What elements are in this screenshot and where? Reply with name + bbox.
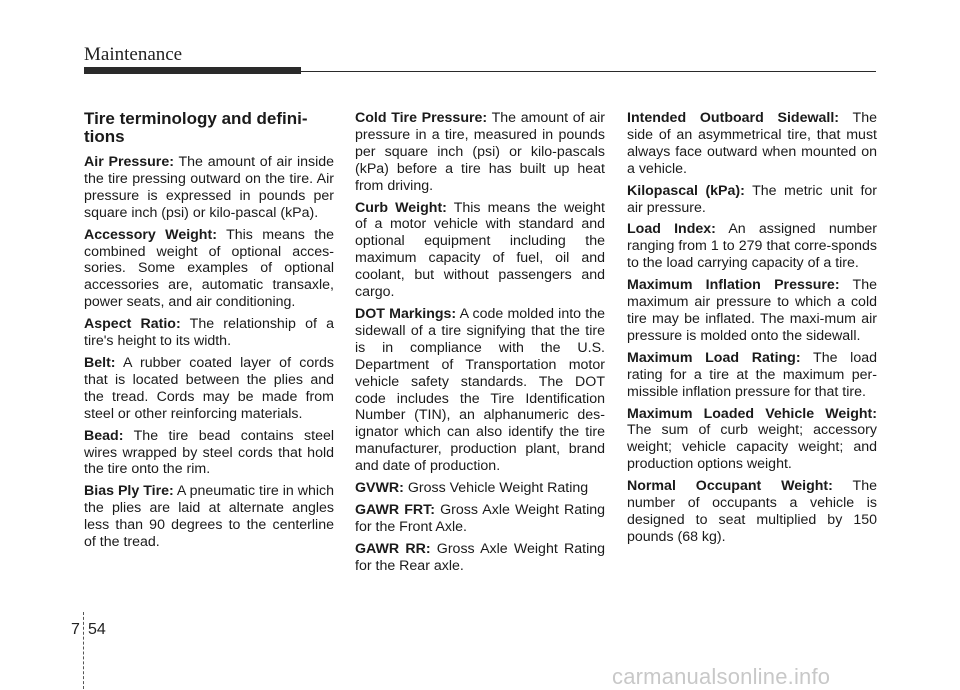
header-rule-thin (301, 71, 876, 72)
definition-text: This means the weight of a motor vehicle with standard and optional equipment including the maximum capacity of fuel, oil and coolant, but without passengers and cargo. (355, 199, 606, 301)
definition-entry (84, 428, 334, 479)
definition-term: DOT Markings: (355, 305, 457, 322)
definition-text: This means the combined weight of optional acces-sories. Some examples of optional accessories are, automatic transaxle, power seats, and air conditioning. (84, 226, 335, 311)
definition-text: The amount of air pressure in a tire, measured in pounds per square inch (psi) or kilo-pascals (kPa) before a tire has built up heat from driving. (355, 110, 605, 194)
definition-entry (627, 406, 877, 474)
text-column-3 (627, 110, 877, 551)
definition-text: The number of occupants a vehicle is designed to seat multiplied by 150 pounds (68 kg). (627, 478, 877, 545)
section-heading (84, 110, 334, 146)
definition-entry (355, 480, 605, 497)
definition-term: Maximum Loaded Vehicle Weight: (627, 405, 877, 422)
definition-text: A code molded into the sidewall of a tire signifying that the tire is in compliance with the U.S. Department of Transportation motor vehicle safety standards. The DOT code includes the Tire Identification Number (TIN), an alphanumeric des-ignator which can also identify the tire manufacturer, production plant, brand and date of production. (355, 305, 605, 475)
definition-entry (355, 541, 605, 575)
definition-text: The metric unit for air pressure. (627, 182, 877, 216)
definition-entry (627, 350, 877, 401)
definition-term: Intended Outboard Sidewall: (627, 110, 840, 126)
definition-entry (84, 483, 334, 551)
definition-text: An assigned number ranging from 1 to 279 that corre-sponds to the load carrying capacity of a tire. (627, 221, 877, 272)
definition-term: Curb Weight: (355, 199, 447, 216)
definition-text: Gross Axle Weight Rating for the Rear axle. (355, 540, 606, 574)
page-header-title: Maintenance (84, 44, 183, 65)
definition-entry (355, 110, 605, 195)
definition-term: Cold Tire Pressure: (355, 110, 488, 126)
definition-entry (84, 154, 334, 222)
definition-entry (355, 200, 605, 301)
definition-term: Aspect Ratio: (84, 316, 181, 333)
definition-entry (355, 502, 605, 536)
definition-text: The relationship of a tire's height to its width. (84, 316, 334, 350)
definition-term: Bias Ply Tire: (84, 483, 174, 500)
definition-entry (355, 306, 605, 475)
definition-entry (627, 277, 877, 345)
text-column-2 (355, 110, 605, 580)
definition-text: Gross Axle Weight Rating for the Front Axle. (355, 501, 606, 535)
definition-entry (627, 221, 877, 272)
definition-term: Normal Occupant Weight: (627, 478, 833, 495)
definition-text: The load rating for a tire at the maximum per-missible inflation pressure for that tire. (627, 349, 877, 400)
definition-entry (84, 316, 334, 350)
definition-term: GAWR RR: (355, 540, 431, 557)
footer-divider (83, 612, 84, 689)
definition-term: Accessory Weight: (84, 226, 217, 243)
definition-term: Air Pressure: (84, 154, 174, 170)
definition-text: Gross Vehicle Weight Rating (407, 480, 589, 497)
definition-text: A pneumatic tire in which the plies are laid at alternate angles less than 90 degrees to the centerline of the tread. (84, 483, 334, 551)
definition-text: The tire bead contains steel wires wrapped by steel cords that hold the tire onto the rim. (84, 427, 335, 478)
definition-term: GVWR: (355, 480, 404, 497)
definition-entry (627, 110, 877, 178)
header-rule-thick (84, 67, 301, 74)
definition-text: The sum of curb weight; accessory weight; vehicle capacity weight; and production options weight. (627, 422, 877, 473)
page-number: 54 (88, 621, 106, 638)
definition-entry (627, 183, 877, 217)
definition-entry (627, 478, 877, 546)
definition-text: The amount of air inside the tire pressing outward on the tire. Air pressure is expressed in pounds per square inch (psi) or kilo-pascal (kPa). (84, 154, 335, 221)
definition-term: Bead: (84, 427, 124, 444)
definition-term: Load Index: (627, 221, 716, 238)
definition-entry (84, 355, 334, 423)
definition-term: Kilopascal (kPa): (627, 182, 745, 199)
chapter-number: 7 (71, 621, 80, 638)
definition-text: The maximum air pressure to which a cold tire may be inflated. The maxi-mum air pressure is molded onto the sidewall. (627, 277, 877, 344)
definition-text: A rubber coated layer of cords that is located between the plies and the tread. Cords may be made from steel or other reinforcing materials. (84, 354, 334, 422)
definition-term: Belt: (84, 354, 116, 371)
text-column-1 (84, 110, 334, 556)
section-heading-text: Tire terminology and defini- tions (84, 109, 308, 146)
definition-entry (84, 227, 334, 312)
definition-term: Maximum Load Rating: (627, 349, 801, 366)
definition-term: GAWR FRT: (355, 501, 435, 518)
definition-text: The side of an asymmetrical tire, that must always face outward when mounted on a vehicle. (627, 110, 877, 177)
definition-term: Maximum Inflation Pressure: (627, 277, 840, 294)
watermark: carmanualsonline.info (612, 664, 831, 689)
